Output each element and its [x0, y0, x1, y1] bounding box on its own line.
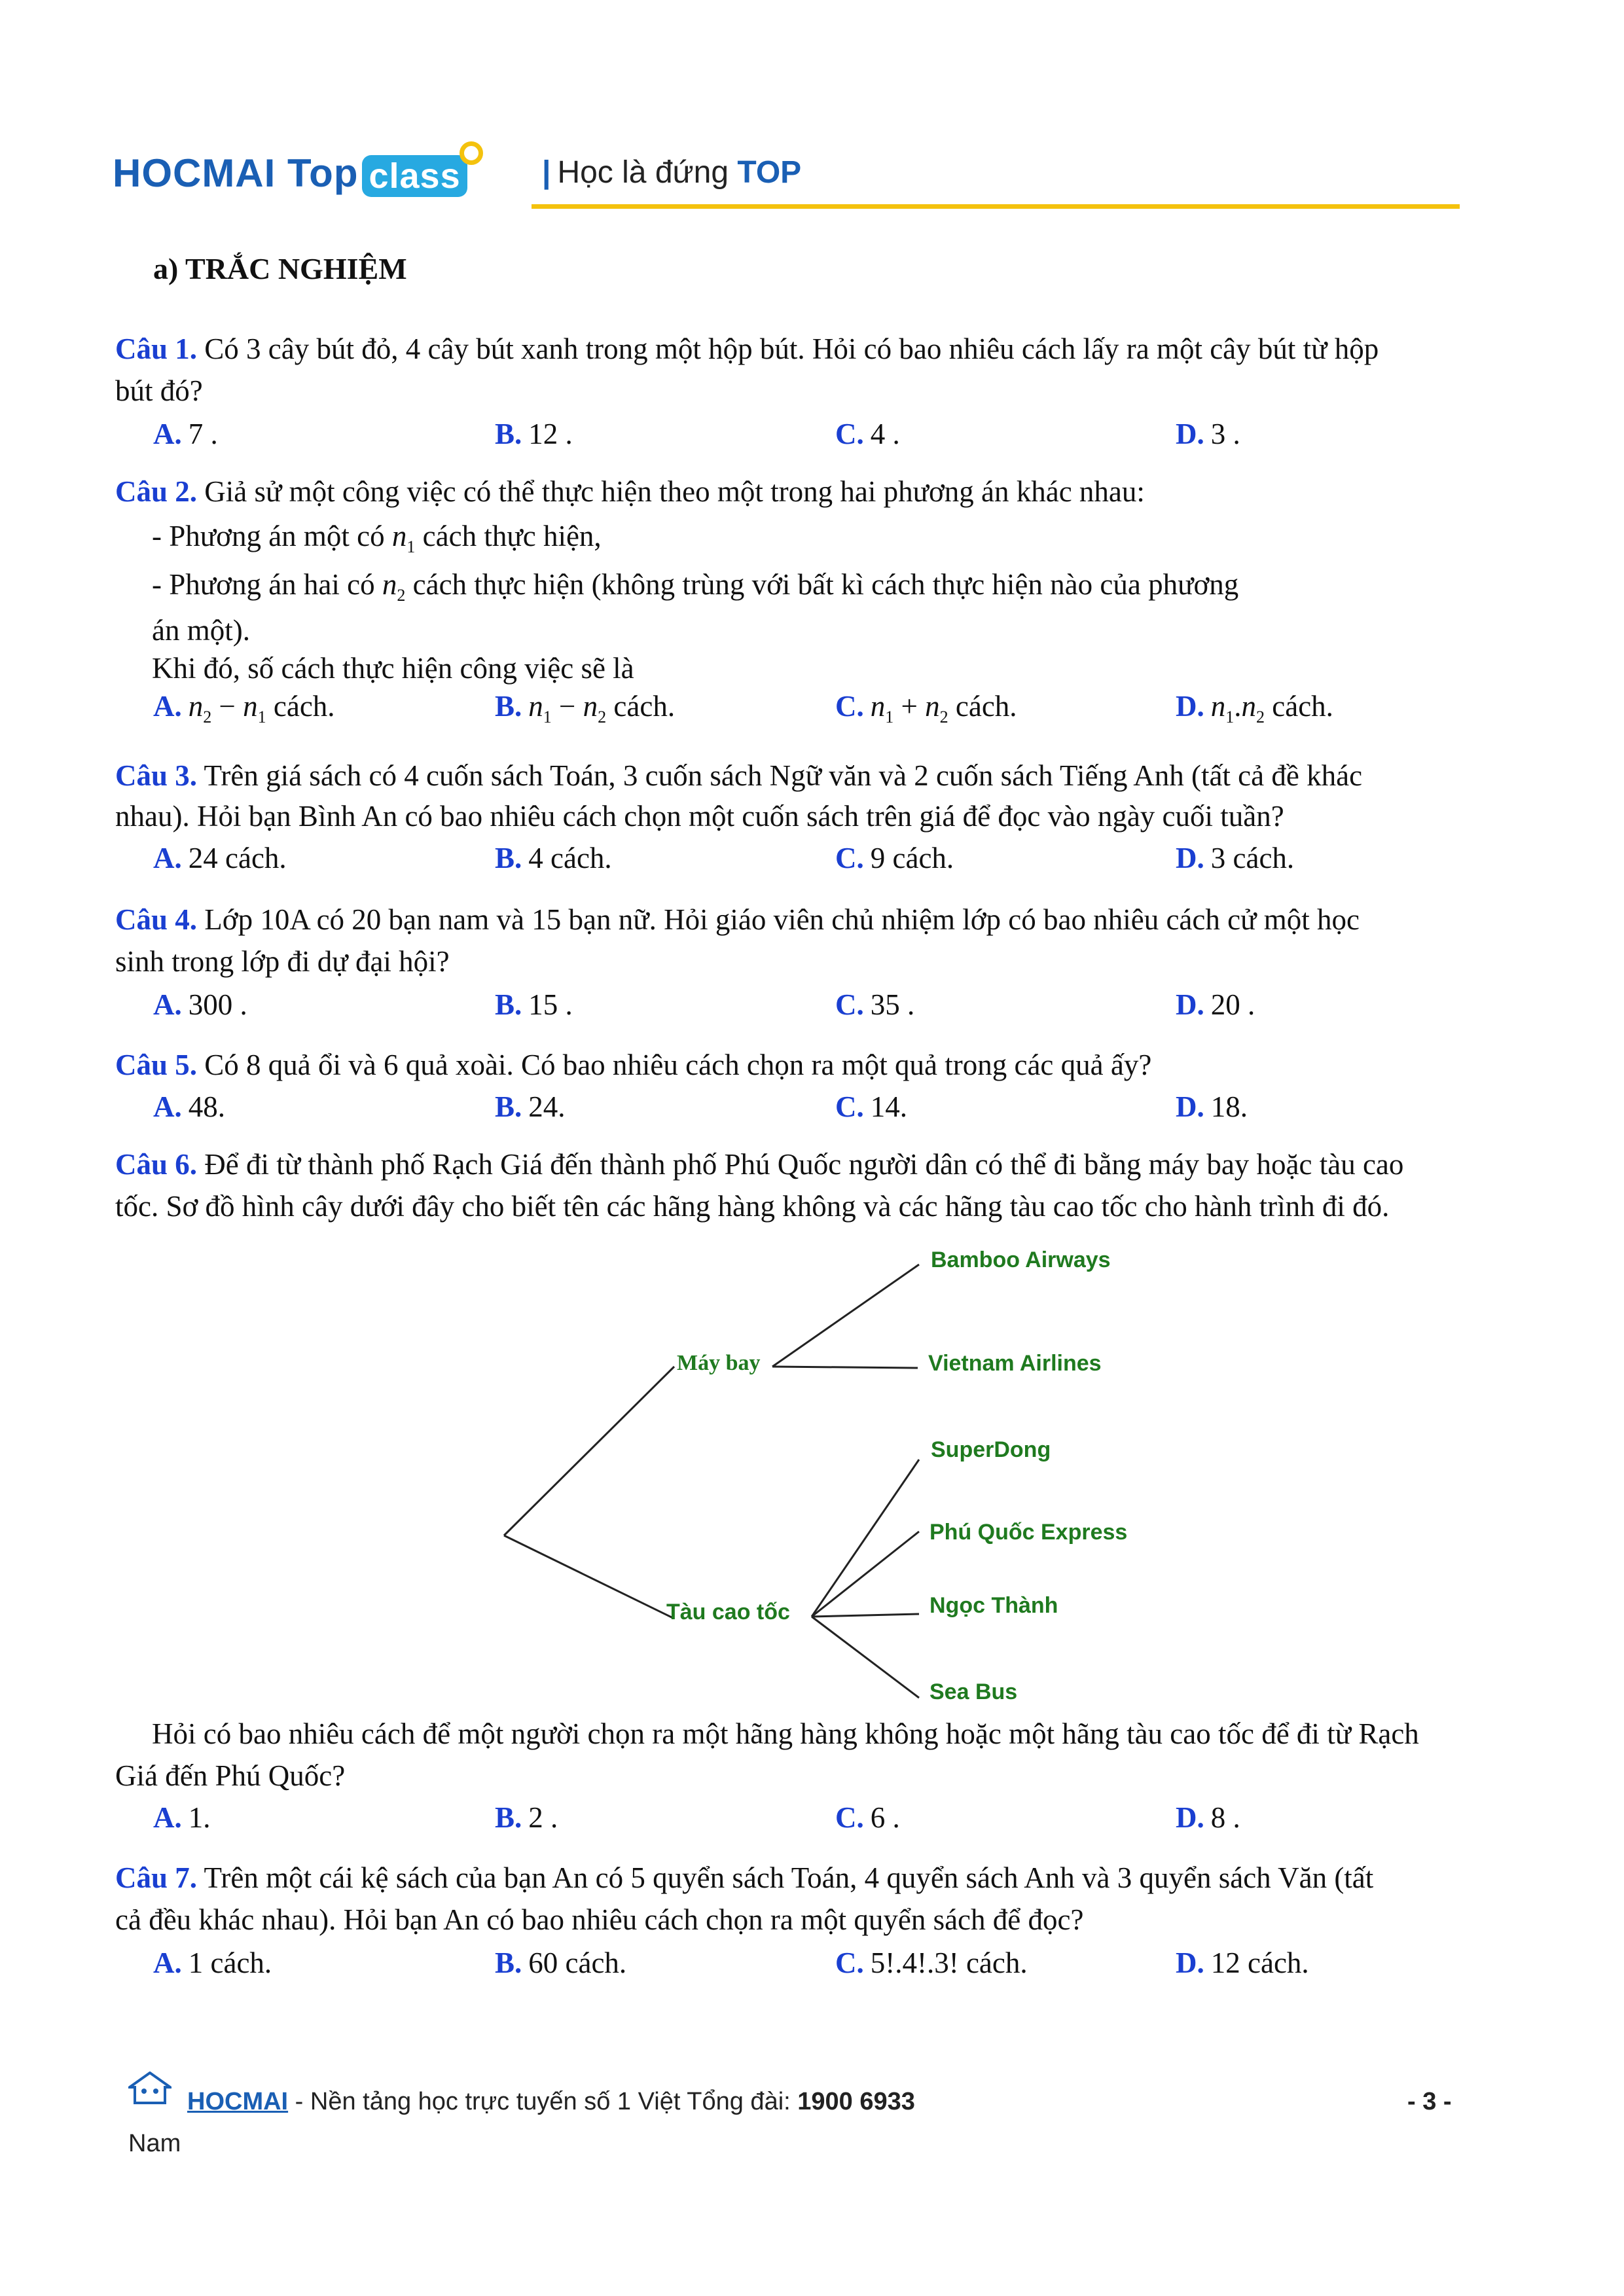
- section-title: a) TRẮC NGHIỆM: [153, 252, 407, 285]
- question-5-text: Có 8 quả ổi và 6 quả xoài. Có bao nhiêu cách chọn ra một quả trong các quả ấy?: [204, 1049, 1152, 1081]
- tree-edge-root-boat: [504, 1535, 673, 1618]
- tree-edge-boat-pqe: [812, 1532, 919, 1617]
- tree-edge-boat-ngocthanh: [812, 1614, 919, 1617]
- footer-hotline: 1900 6933: [797, 2088, 915, 2115]
- q2-option-c[interactable]: C. $n_1 + n_2$ cách.: [835, 690, 1017, 726]
- q3-option-d[interactable]: D. 3 cách.: [1176, 842, 1295, 874]
- question-2-prompt: Khi đó, số cách thực hiện công việc sẽ là: [152, 652, 634, 685]
- header-slogan: [542, 154, 801, 190]
- tree-edge-boat-superdong: [812, 1460, 919, 1617]
- question-2-text: Giả sử một công việc có thể thực hiện theo một trong hai phương án khác nhau:: [204, 475, 1145, 508]
- q2-option-a[interactable]: A. $n_2 - n_1$ cách.: [153, 690, 335, 726]
- logo-class-badge: class: [362, 155, 467, 197]
- q6-option-a[interactable]: A. 1.: [153, 1801, 211, 1834]
- slogan-top: TOP: [737, 155, 802, 190]
- tree-edge-root-plane: [504, 1367, 674, 1535]
- question-3-label: Câu 3.: [115, 759, 198, 792]
- q5-option-b[interactable]: B. 24.: [495, 1090, 566, 1123]
- q7-option-d[interactable]: D. 12 cách.: [1176, 1946, 1309, 1979]
- tree-leaf-sea-bus: Sea Bus: [929, 1679, 1018, 1704]
- tree-diagram: [484, 1230, 1204, 1715]
- question-2-label: Câu 2.: [115, 475, 198, 508]
- question-7-text-cont: cả đều khác nhau). Hỏi bạn An có bao nhiêu cách chọn ra một quyển sách để đọc?: [115, 1903, 1084, 1936]
- question-6: [115, 1147, 1403, 1182]
- q1-option-a[interactable]: A. 7 .: [153, 418, 218, 450]
- slogan-text: Học là đứng: [557, 155, 729, 190]
- question-6-label: Câu 6.: [115, 1148, 198, 1181]
- tree-edge-plane-vna: [772, 1367, 918, 1368]
- question-7: [115, 1860, 1373, 1895]
- question-2: [115, 474, 1145, 509]
- question-1-label: Câu 1.: [115, 332, 198, 365]
- q6-option-d[interactable]: D. 8 .: [1176, 1801, 1240, 1834]
- question-6-text-cont: tốc. Sơ đồ hình cây dưới đây cho biết tên các hãng hàng không và các hãng tàu cao tốc cho hành trình đi đó.: [115, 1190, 1390, 1223]
- tree-leaf-superdong: SuperDong: [931, 1437, 1051, 1462]
- q2-option-d[interactable]: D. $n_1.n_2$ cách.: [1176, 690, 1333, 726]
- question-3: [115, 758, 1362, 793]
- question-4: [115, 902, 1360, 937]
- question-6-prompt-cont: Giá đến Phú Quốc?: [115, 1759, 346, 1792]
- question-6-text: Để đi từ thành phố Rạch Giá đến thành phố Phú Quốc người dân có thể đi bằng máy bay hoặc tàu cao: [204, 1148, 1404, 1181]
- q3-option-c[interactable]: C. 9 cách.: [835, 842, 954, 874]
- footer-brand-link[interactable]: HOCMAI: [187, 2088, 289, 2115]
- tree-leaf-phu-quoc-express: Phú Quốc Express: [929, 1520, 1128, 1545]
- q7-option-a[interactable]: A. 1 cách.: [153, 1946, 272, 1979]
- q4-option-a[interactable]: A. 300 .: [153, 988, 247, 1021]
- q1-option-b[interactable]: B. 12 .: [495, 418, 573, 450]
- hocmai-house-icon: [128, 2072, 171, 2104]
- slogan-bar: |: [542, 155, 551, 190]
- q7-option-c[interactable]: C. 5!.4!.3! cách.: [835, 1946, 1028, 1979]
- q4-option-b[interactable]: B. 15 .: [495, 988, 573, 1021]
- question-3-text: Trên giá sách có 4 cuốn sách Toán, 3 cuốn sách Ngữ văn và 2 cuốn sách Tiếng Anh (tất cả đề khác: [204, 759, 1363, 792]
- footer-text: HOCMAI - Nền tảng học trực tuyến số 1 Việt Tổng đài: 1900 6933: [187, 2088, 915, 2115]
- tree-edge-boat-seabus: [812, 1617, 919, 1698]
- q6-option-c[interactable]: C. 6 .: [835, 1801, 900, 1834]
- tree-leaf-ngoc-thanh: Ngọc Thành: [929, 1593, 1058, 1618]
- q6-option-b[interactable]: B. 2 .: [495, 1801, 558, 1834]
- tree-leaf-vietnam-airlines: Vietnam Airlines: [928, 1351, 1102, 1376]
- q3-option-a[interactable]: A. 24 cách.: [153, 842, 287, 874]
- question-2-option-one: - Phương án một có $n_1$ cách thực hiện,: [152, 520, 602, 556]
- header-rule: [532, 204, 1460, 209]
- question-1-text-cont: bút đó?: [115, 374, 203, 407]
- question-1-text: Có 3 cây bút đỏ, 4 cây bút xanh trong một hộp bút. Hỏi có bao nhiêu cách lấy ra một cây bút từ hộp: [204, 332, 1379, 365]
- logo-main-text: HOCMAI Top: [113, 151, 359, 195]
- question-7-text: Trên một cái kệ sách của bạn An có 5 quyển sách Toán, 4 quyển sách Anh và 3 quyển sách Văn (tất: [204, 1861, 1374, 1894]
- q4-option-c[interactable]: C. 35 .: [835, 988, 915, 1021]
- q1-option-c[interactable]: C. 4 .: [835, 418, 900, 450]
- question-7-label: Câu 7.: [115, 1861, 198, 1894]
- q3-option-b[interactable]: B. 4 cách.: [495, 842, 612, 874]
- question-5: [115, 1047, 1151, 1083]
- question-2-option-two: - Phương án hai có $n_2$ cách thực hiện (không trùng với bất kì cách thực hiện nào của phương: [152, 568, 1239, 605]
- question-6-prompt: Hỏi có bao nhiêu cách để một người chọn ra một hãng hàng không hoặc một hãng tàu cao tốc để đi từ Rạch: [152, 1717, 1419, 1750]
- question-3-text-cont: nhau). Hỏi bạn Bình An có bao nhiêu cách chọn một cuốn sách trên giá để đọc vào ngày cuối tuần?: [115, 800, 1284, 833]
- q1-option-d[interactable]: D. 3 .: [1176, 418, 1240, 450]
- logo-sun-icon: [460, 141, 483, 165]
- q4-option-d[interactable]: D. 20 .: [1176, 988, 1255, 1021]
- question-4-label: Câu 4.: [115, 903, 198, 936]
- tree-leaf-bamboo: Bamboo Airways: [931, 1247, 1111, 1272]
- q2-option-b[interactable]: B. $n_1 - n_2$ cách.: [495, 690, 676, 726]
- q5-option-c[interactable]: C. 14.: [835, 1090, 907, 1123]
- q5-option-a[interactable]: A. 48.: [153, 1090, 225, 1123]
- page-number: - 3 -: [1407, 2088, 1452, 2115]
- footer-text-cont: Nam: [128, 2130, 181, 2157]
- q5-option-d[interactable]: D. 18.: [1176, 1090, 1248, 1123]
- tree-edge-plane-bamboo: [772, 1265, 919, 1367]
- hocmai-logo: [113, 151, 467, 197]
- question-5-label: Câu 5.: [115, 1049, 198, 1081]
- question-2-text-cont: án một).: [152, 614, 250, 647]
- question-1: [115, 331, 1379, 367]
- question-4-text: Lớp 10A có 20 bạn nam và 15 bạn nữ. Hỏi giáo viên chủ nhiệm lớp có bao nhiêu cách cử một học: [204, 903, 1360, 936]
- question-4-text-cont: sinh trong lớp đi dự đại hội?: [115, 945, 450, 978]
- q7-option-b[interactable]: B. 60 cách.: [495, 1946, 627, 1979]
- tree-branch-boat: Tàu cao tốc: [666, 1600, 790, 1624]
- tree-branch-plane: Máy bay: [677, 1351, 761, 1375]
